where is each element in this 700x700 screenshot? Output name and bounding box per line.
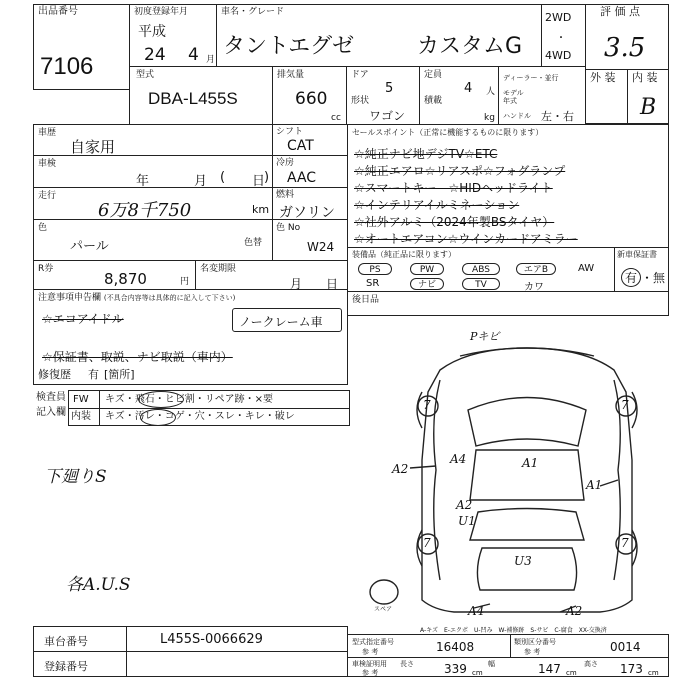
color-no: W24 <box>307 240 335 254</box>
chassis-number: L455S-0066629 <box>160 632 263 647</box>
displacement: 660 <box>295 89 328 109</box>
reg-year: 24 <box>144 45 166 65</box>
capacity-box <box>419 66 499 125</box>
shift-box <box>272 124 348 156</box>
recycle-fee: 8,870 <box>104 270 147 288</box>
color-swap-label: 色替 <box>244 238 263 248</box>
drive-4wd: 4WD <box>545 49 572 62</box>
inspection-box <box>33 155 273 188</box>
pointer-a1-right <box>600 480 618 486</box>
handwritten-all-aus: 各A.U.S <box>66 575 131 595</box>
recycle-box <box>33 260 196 290</box>
spare-label: スペア <box>374 606 393 613</box>
left-rear-arch <box>417 530 422 566</box>
inspector-box <box>68 390 350 426</box>
no-claim-box <box>232 308 342 332</box>
name-change-label: 名変期限 <box>200 264 237 274</box>
interior-label: 内 装 <box>632 71 658 84</box>
fuel-label: 燃料 <box>276 190 295 200</box>
ac: AAC <box>287 170 317 186</box>
drive-box <box>541 4 586 67</box>
equip-aw: AW <box>578 263 595 274</box>
mileage-box <box>33 187 273 220</box>
shape-label: 形状 <box>351 96 370 106</box>
chassis-label: 車台番号 <box>44 635 88 648</box>
sales-point-3: ☆スマートキー ☆HIDヘッドライト <box>354 181 553 195</box>
model-spec-number: 16408 <box>436 640 475 654</box>
sales-point-5: ☆社外アルミ（2024年製BSタイヤ） <box>354 215 555 229</box>
load-label: 積載 <box>424 96 443 106</box>
shape: ワゴン <box>369 109 406 123</box>
length-cm: cm <box>472 669 483 677</box>
aftermarket-label: 後日品 <box>352 295 380 305</box>
chassis-box <box>33 626 348 652</box>
usage-label: 車歴 <box>38 128 57 138</box>
shift: CAT <box>287 138 314 154</box>
interior-grade: B <box>640 95 657 120</box>
width-label: 幅 <box>488 660 495 668</box>
fw-items: キズ・飛石・ヒビ割・リペア跡・×要 <box>105 394 273 405</box>
repair-label: 修復歴 <box>38 368 71 381</box>
chassis-divider <box>126 627 127 651</box>
repair-location: [箇所] <box>104 368 135 381</box>
spec-footer-vline <box>510 635 511 657</box>
first-reg-box <box>129 4 217 67</box>
warranty-value <box>621 268 665 287</box>
capacity-label: 定員 <box>424 70 443 80</box>
yen-unit: 円 <box>180 277 190 287</box>
mark-a4-bottom: A4 <box>468 604 485 618</box>
recycle-label: R券 <box>38 264 54 274</box>
class-number: 0014 <box>610 640 641 654</box>
cc-unit: cc <box>331 113 341 123</box>
interior-box <box>627 69 669 124</box>
warranty-label: 新車保証書 <box>617 250 657 259</box>
notes-box <box>33 289 348 385</box>
first-reg-label: 初度登録年月 <box>134 7 189 17</box>
inspection-month-unit: 月 <box>194 174 208 189</box>
equip-ps: PS <box>358 263 392 275</box>
car-name: タントエグゼ <box>223 34 355 59</box>
model-spec-label: 型式指定番号 <box>352 638 394 646</box>
inspector-divider <box>69 408 349 409</box>
usage-box <box>33 124 273 156</box>
equip-abs: ABS <box>462 263 500 275</box>
equip-pw: PW <box>410 263 444 275</box>
mark-u3-hatch: U3 <box>514 554 532 568</box>
mark-a4-left: A4 <box>450 452 467 466</box>
reg-box <box>33 651 348 677</box>
warranty-no: ・無 <box>641 271 666 285</box>
handle: 左・右 <box>541 110 574 123</box>
lot-label: 出品番号 <box>38 6 78 17</box>
interior-circle-mark <box>140 409 176 426</box>
interior-items: キズ・汚レ・コゲ・穴・スレ・キレ・破レ <box>105 411 295 422</box>
exterior-label: 外 装 <box>590 71 616 84</box>
displacement-box <box>272 66 347 125</box>
dealer-label: ディーラー・並行 <box>503 74 559 82</box>
color-no-box <box>272 219 348 261</box>
class-ref: 参 考 <box>524 648 541 656</box>
mileage-label: 走行 <box>38 191 57 201</box>
fuel-box <box>272 187 348 220</box>
name-change-box <box>195 260 348 290</box>
equip-airbag: エアB <box>516 263 556 275</box>
mark-a2-bottom: A2 <box>566 604 583 618</box>
warranty-yes: 有 <box>621 268 641 287</box>
lot-number: 7106 <box>40 53 94 80</box>
name-change-day: 日 <box>326 277 339 291</box>
damage-legend: A-キズ E-エクボ U-凹み W-補修跡 S-サビ C-腐食 XX-交換済 <box>420 627 607 634</box>
rear-glass <box>470 509 584 541</box>
spec-footer-box <box>347 634 669 677</box>
sales-point-1: ☆純正ナビ地デジTV☆ETC <box>354 147 498 161</box>
spare-tyre <box>370 580 398 604</box>
color-no-label: 色 No <box>276 223 301 233</box>
capacity-unit: 人 <box>486 87 496 97</box>
mark-a2-rear: A2 <box>456 498 473 512</box>
handle-label: ハンドル <box>503 112 531 120</box>
reg-month: 4 <box>188 45 199 65</box>
model: DBA-L455S <box>148 89 238 108</box>
right-side <box>614 380 620 580</box>
width: 147 <box>538 662 561 676</box>
height-label: 高さ <box>584 660 598 668</box>
mark-a2-left-side: A2 <box>392 462 409 476</box>
equip-leather: カワ <box>524 282 544 293</box>
model-label: 型式 <box>136 70 155 80</box>
doors: 5 <box>385 81 394 96</box>
height-cm: cm <box>648 669 659 677</box>
fuel: ガソリン <box>279 205 335 221</box>
name-change-month: 月 <box>290 277 303 291</box>
warranty-box <box>614 247 669 292</box>
km-unit: km <box>252 203 270 216</box>
mark-a1-roof: A1 <box>522 456 539 470</box>
sales-point-6: ☆オートエアコン☆ウインカードアミラー <box>354 232 578 246</box>
color-label: 色 <box>38 223 48 233</box>
sales-points-label: セールスポイント（正常に機能するものに限ります） <box>352 128 544 137</box>
displacement-label: 排気量 <box>277 70 305 80</box>
tyre-mark-fr: 7 <box>621 398 629 412</box>
repair-value: 有 <box>88 368 99 381</box>
inspection-day-unit: 日 <box>252 174 266 189</box>
handwritten-underbody: 下廻りS <box>44 467 107 487</box>
exterior-box <box>585 69 628 124</box>
load-unit: kg <box>484 113 495 123</box>
reg-month-unit: 月 <box>206 55 216 65</box>
car-name-label: 車名・グレード <box>221 7 285 17</box>
sales-point-4: ☆インテリアイルミネーション <box>354 198 520 212</box>
height: 173 <box>620 662 643 676</box>
sales-point-2: ☆純正エアロ☆リアスポ☆フォグランプ <box>354 164 566 178</box>
fw-label: FW <box>73 394 89 405</box>
cert-ref: 参 考 <box>362 669 379 677</box>
equipment-label: 装備品（純正品に限ります） <box>352 250 456 259</box>
ac-label: 冷房 <box>276 158 295 168</box>
color-box <box>33 219 273 261</box>
capacity: 4 <box>464 81 473 96</box>
inspection-paren-open: ( <box>220 170 226 185</box>
length: 339 <box>444 662 467 676</box>
tyre-mark-rr: 7 <box>621 536 629 550</box>
car-grade: カスタムG <box>417 34 523 59</box>
fw-circle-mark <box>138 391 184 408</box>
tyre-mark-fl: 7 <box>423 398 431 412</box>
model-year-label: モデル 年式 <box>503 89 524 105</box>
model-box <box>129 66 273 125</box>
length-label: 長さ <box>400 660 414 668</box>
equip-tv: TV <box>462 278 500 290</box>
equip-navi: ナビ <box>410 278 444 290</box>
front-bumper <box>460 348 594 356</box>
score-box <box>585 4 669 70</box>
repair-loc-text: 箇所 <box>108 368 131 381</box>
equip-sr: SR <box>366 278 380 289</box>
shift-label: シフト <box>276 127 304 137</box>
left-front-arch <box>417 392 422 428</box>
tyre-mark-rl: 7 <box>423 536 431 550</box>
class-label: 類別区分番号 <box>514 638 556 646</box>
score-label: 評 価 点 <box>600 5 640 18</box>
doors-box <box>346 66 420 125</box>
era: 平成 <box>138 24 166 40</box>
pointer-a2-left <box>410 466 436 468</box>
model-spec-ref: 参 考 <box>362 648 379 656</box>
spec-footer-hline <box>348 657 668 658</box>
no-claim-label: ノークレーム車 <box>239 315 323 329</box>
inspector-label-1: 検査員 <box>36 392 66 403</box>
reg-divider <box>126 652 127 676</box>
left-side <box>434 380 440 580</box>
lot-box <box>33 4 130 90</box>
score: 3.5 <box>604 33 646 63</box>
interior-insp-label: 内装 <box>71 411 91 422</box>
car-name-box <box>216 4 542 67</box>
drive-dot: ・ <box>556 33 566 44</box>
roof-front <box>468 398 586 447</box>
color: パール <box>70 239 109 254</box>
note-eco-idle: ☆エコアイドル <box>42 312 124 326</box>
right-front-arch <box>632 392 637 428</box>
doors-label: ドア <box>351 70 369 80</box>
width-cm: cm <box>566 669 577 677</box>
aftermarket-box <box>347 291 669 316</box>
inspection-year-unit: 年 <box>136 174 150 189</box>
mark-u1-rear: U1 <box>458 514 476 528</box>
reg-label: 登録番号 <box>44 660 88 673</box>
inspection-label: 車検 <box>38 159 57 169</box>
equipment-box <box>347 247 615 292</box>
sales-points-box <box>347 124 669 248</box>
notes-sub-label: (不具合内容等は具体的に記入して下さい) <box>103 294 236 302</box>
notes-label: 注意事項申告欄 <box>38 293 102 303</box>
inspector-label-2: 記入欄 <box>36 407 66 418</box>
notes-label-row <box>38 293 235 303</box>
cert-label: 車検証明用 <box>352 660 387 668</box>
inspector-col-divider <box>99 391 100 425</box>
drive-2wd: 2WD <box>545 11 572 24</box>
mark-front-scratch: Pキビ <box>470 330 500 343</box>
mark-a1-right: A1 <box>586 478 603 492</box>
ac-box <box>272 155 348 188</box>
inspection-paren-close: ) <box>264 170 270 185</box>
dealer-box <box>498 66 586 125</box>
mileage: 6万8千750 <box>98 200 192 221</box>
usage: 自家用 <box>70 138 116 156</box>
note-warranty: ☆保証書、取説、ナビ取説（車内） <box>42 350 233 364</box>
right-rear-arch <box>632 530 637 566</box>
